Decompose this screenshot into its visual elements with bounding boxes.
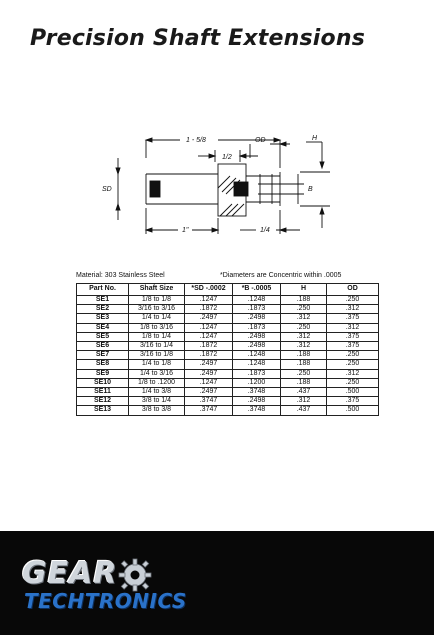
table-cell: .2498 [233,342,281,351]
table-row [77,388,379,397]
table-cell: 3/16 to 3/16 [129,305,185,314]
table-cell: .2497 [185,388,233,397]
table-cell: .437 [281,388,327,397]
dim-half: 1/2 [222,154,232,161]
technical-drawing [100,128,350,248]
table-cell: .250 [327,360,379,369]
table-cell: .437 [281,406,327,415]
table-row [77,305,379,314]
table-cell: 1/8 to .1200 [129,378,185,387]
table-cell: .500 [327,388,379,397]
table-row [77,323,379,332]
table-cell: SE3 [77,314,129,323]
table-cell: .312 [327,305,379,314]
table-cell: .312 [281,314,327,323]
table-cell: .250 [327,351,379,360]
table-row [77,369,379,378]
table-cell: .1873 [233,305,281,314]
table-cell: .250 [281,305,327,314]
table-cell: .188 [281,351,327,360]
dim-od: OD [255,137,266,144]
table-cell: 3/8 to 3/8 [129,406,185,415]
table-row [77,397,379,406]
col-header-od: OD [327,284,379,296]
table-cell: .250 [327,378,379,387]
table-row [77,351,379,360]
col-header-h: H [281,284,327,296]
table-cell: .1200 [233,378,281,387]
table-cell: .312 [281,332,327,341]
table-row [77,406,379,415]
table-cell: .2498 [233,332,281,341]
table-row [77,360,379,369]
table-cell: .375 [327,342,379,351]
table-cell: 1/8 to 1/8 [129,296,185,305]
spec-table [76,283,379,416]
material-note: Material: 303 Stainless Steel [76,272,165,279]
table-cell: 1/4 to 3/16 [129,369,185,378]
dim-overall: 1 - 5/8 [186,137,206,144]
table-cell: .1872 [185,351,233,360]
table-cell: SE5 [77,332,129,341]
table-cell: .1248 [233,360,281,369]
table-cell: .1872 [185,342,233,351]
table-cell: .3747 [185,406,233,415]
col-header-sd: *SD -.0002 [185,284,233,296]
table-cell: .1247 [185,378,233,387]
page-title: Precision Shaft Extensions [30,26,365,51]
table-cell: .2497 [185,314,233,323]
table-cell: .2497 [185,360,233,369]
table-cell: .312 [327,369,379,378]
table-cell: .312 [281,342,327,351]
table-cell: .2498 [233,314,281,323]
table-row [77,296,379,305]
table-cell: SE8 [77,360,129,369]
table-cell: .3748 [233,406,281,415]
shaft-extension-diagram [100,128,350,248]
dim-b: B [308,186,313,193]
table-cell: .1248 [233,351,281,360]
table-cell: 1/4 to 3/8 [129,388,185,397]
table-cell: SE11 [77,388,129,397]
table-cell: SE10 [77,378,129,387]
table-cell: SE7 [77,351,129,360]
table-cell: 3/16 to 1/8 [129,351,185,360]
table-cell: .3747 [185,397,233,406]
table-cell: 3/16 to 1/4 [129,342,185,351]
logo-gear-text: GEAR [22,556,118,591]
table-cell: .1248 [233,296,281,305]
table-cell: .188 [281,360,327,369]
table-cell: SE4 [77,323,129,332]
col-header-shaft-size: Shaft Size [129,284,185,296]
dim-sd: SD [102,186,112,193]
table-cell: .1247 [185,296,233,305]
table-cell: 1/4 to 1/4 [129,314,185,323]
table-cell: .250 [281,369,327,378]
col-header-part-no: Part No. [77,284,129,296]
table-row [77,314,379,323]
table-cell: .250 [327,296,379,305]
table-cell: .1873 [233,323,281,332]
logo-techtronics-text: TECHTRONICS [24,589,187,613]
table-cell: SE2 [77,305,129,314]
table-cell: 1/4 to 1/8 [129,360,185,369]
brand-logo [22,556,222,618]
table-cell: .1873 [233,369,281,378]
table-cell: .1247 [185,332,233,341]
table-cell: .312 [327,323,379,332]
table-cell: .250 [281,323,327,332]
table-cell: .1872 [185,305,233,314]
gear-icon [118,558,152,592]
table-cell: 1/8 to 1/4 [129,332,185,341]
table-cell: 1/8 to 3/16 [129,323,185,332]
dim-one: 1" [182,227,189,234]
table-cell: SE9 [77,369,129,378]
table-cell: SE12 [77,397,129,406]
table-cell: .188 [281,378,327,387]
table-cell: .188 [281,296,327,305]
table-cell: .375 [327,314,379,323]
table-header-row [77,284,379,296]
table-cell: SE1 [77,296,129,305]
table-cell: .3748 [233,388,281,397]
table-cell: SE6 [77,342,129,351]
col-header-b: *B -.0005 [233,284,281,296]
table-cell: .375 [327,397,379,406]
dim-quarter: 1/4 [260,227,270,234]
table-cell: .1247 [185,323,233,332]
spec-table-body [77,296,379,416]
table-cell: .2497 [185,369,233,378]
table-cell: 3/8 to 1/4 [129,397,185,406]
table-row [77,342,379,351]
table-row [77,332,379,341]
table-cell: .500 [327,406,379,415]
table-cell: .375 [327,332,379,341]
dim-h: H [312,135,318,142]
concentric-note: *Diameters are Concentric within .0005 [220,272,342,279]
table-row [77,378,379,387]
table-cell: .312 [281,397,327,406]
table-cell: .2498 [233,397,281,406]
table-cell: SE13 [77,406,129,415]
